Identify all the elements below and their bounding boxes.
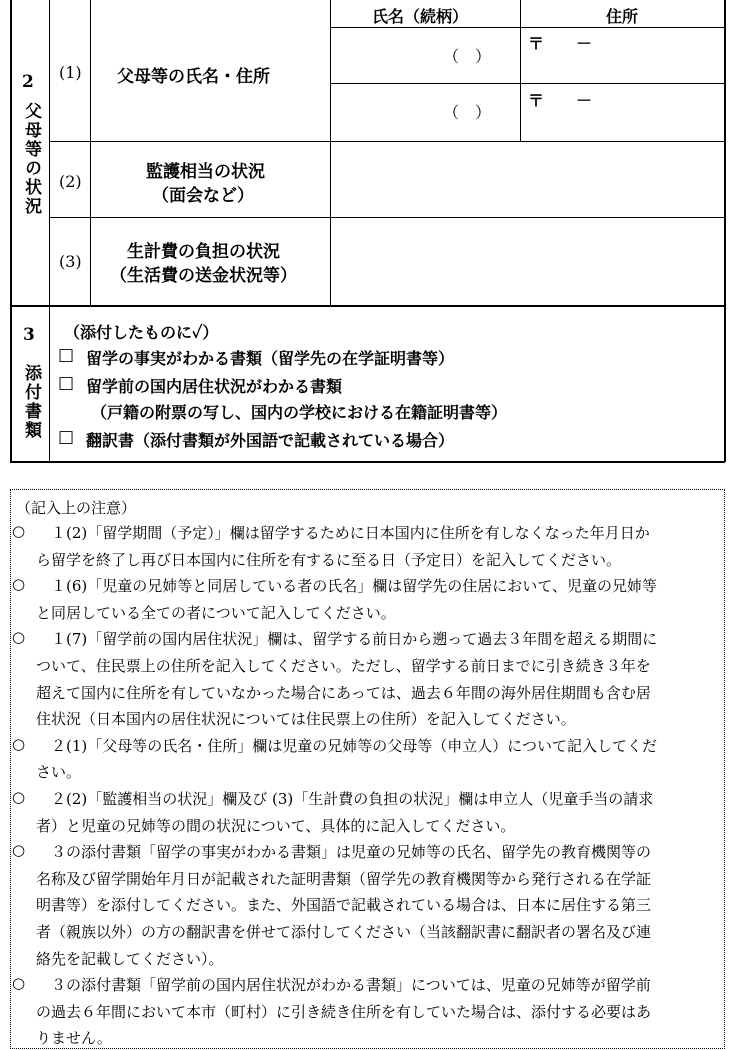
row3-label-2: （生活費の送金状況等）	[110, 266, 297, 286]
note-text-line: ら留学を終了し再び日本国内に住所を有するに至る日（予定日）を記入してください。	[36, 550, 622, 569]
note-text-line: ３の添付書類「留学前の国内居住状況がわかる書類」については、児童の兄姉等が留学前	[36, 976, 651, 995]
row3-number: (3)	[59, 252, 82, 271]
attach-item-3: 翻訳書（添付書類が外国語で記載されている場合）	[86, 431, 455, 450]
header-address: 住所	[606, 7, 639, 26]
note-bullet: ○	[12, 788, 26, 806]
section2-number: 2	[22, 72, 34, 92]
note-bullet: ○	[12, 628, 26, 647]
attach-instruction: （添付したものに✓）	[64, 323, 219, 342]
row2-label-1: 監護相当の状況	[146, 162, 265, 182]
note-text-line: りません。	[36, 1029, 112, 1048]
note-text-line: ３の添付書類「留学の事実がわかる書類」は児童の兄姉等の氏名、留学先の教育機関等の	[36, 843, 652, 862]
note-text-line: 住状況（日本国内の居住状況については住民票上の住所）を記入してください。	[36, 710, 576, 729]
note-bullet: ○	[12, 734, 26, 753]
attach-item-2: 留学前の国内居住状況がわかる書類	[86, 377, 343, 396]
note-text-line: さい。	[36, 763, 82, 782]
note-text-line: 超えて国内に住所を有していなかった場合にあっては、過去６年間の海外居住期間も含む居	[36, 683, 651, 702]
notes-heading: （記入上の注意）	[16, 499, 137, 517]
note-text-line: １(2)「留学期間（予定）」欄は留学するために日本国内に住所を有しなくなった年月日か	[36, 524, 650, 542]
row1-number: (1)	[59, 63, 82, 82]
note-bullet: ○	[12, 575, 26, 594]
note-bullet: ○	[12, 974, 26, 993]
row1-label: 父母等の氏名・住所	[117, 67, 270, 87]
note-bullet: ○	[12, 522, 26, 540]
note-text-line: 絡先を記載してください）。	[36, 949, 224, 968]
parent1-name-field[interactable]: （ ）	[443, 47, 492, 66]
note-text-line: 明書等）を添付してください。また、外国語で記載されている場合は、日本に居住する第三	[36, 896, 652, 915]
note-text-line: ついて、住民票上の住所を記入してください。ただし、留学する前日までに引き続き３年を	[36, 657, 651, 675]
parent2-address-field[interactable]: 〒 －	[528, 91, 593, 110]
section3-title: 添付書類	[21, 364, 41, 440]
section2-title: 父母等の状況	[21, 102, 41, 216]
parent1-address-field[interactable]: 〒 －	[528, 34, 593, 53]
parent2-name-field[interactable]: （ ）	[443, 103, 492, 122]
attach-item-1: 留学の事実がわかる書類（留学先の在学証明書等）	[86, 349, 455, 368]
note-text-line: の過去６年間において本市（町村）に引き続き住所を有していた場合は、添付する必要はあ	[36, 1002, 652, 1021]
attach-checkbox-2[interactable]: □	[58, 373, 75, 393]
note-text-line: １(6)「児童の兄姉等と同居している者の氏名」欄は留学先の住居において、児童の兄姉等	[36, 577, 657, 596]
section3-number: 3	[23, 325, 35, 345]
note-text-line: 者）と児童の兄姉等の間の状況について、具体的に記入してください。	[36, 816, 516, 835]
row3-input-field[interactable]	[331, 218, 724, 305]
row2-label-2: （面会など）	[152, 186, 254, 206]
header-name: 氏名（続柄）	[372, 7, 469, 26]
note-text-line: と同居している全ての者について記入してください。	[36, 603, 396, 622]
note-bullet: ○	[12, 841, 26, 860]
note-text-line: 者（親族以外）の方の翻訳書を併せて添付してください（当該翻訳書に翻訳者の署名及び連	[36, 923, 652, 941]
attach-item-2-note: （戸籍の附票の写し、国内の学校における在籍証明書等）	[91, 403, 508, 422]
row3-label-1: 生計費の負担の状況	[127, 242, 280, 262]
attach-checkbox-1[interactable]: □	[58, 345, 75, 365]
note-text-line: １(7)「留学前の国内居住状況」欄は、留学する前日から遡って過去３年間を超える期間に	[36, 630, 658, 649]
attach-checkbox-3[interactable]: □	[58, 427, 75, 447]
note-text-line: ２(1)「父母等の氏名・住所」欄は児童の兄姉等の父母等（申立人）について記入してくだ	[36, 736, 657, 755]
note-text-line: 名称及び留学開始年月日が記載された証明書類（留学先の教育機関等から発行される在学証	[36, 869, 652, 888]
row2-input-field[interactable]	[331, 142, 724, 217]
note-text-line: ２(2)「監護相当の状況」欄及び (3)「生計費の負担の状況」欄は申立人（児童手当の請求	[36, 790, 654, 808]
row2-number: (2)	[59, 172, 82, 191]
